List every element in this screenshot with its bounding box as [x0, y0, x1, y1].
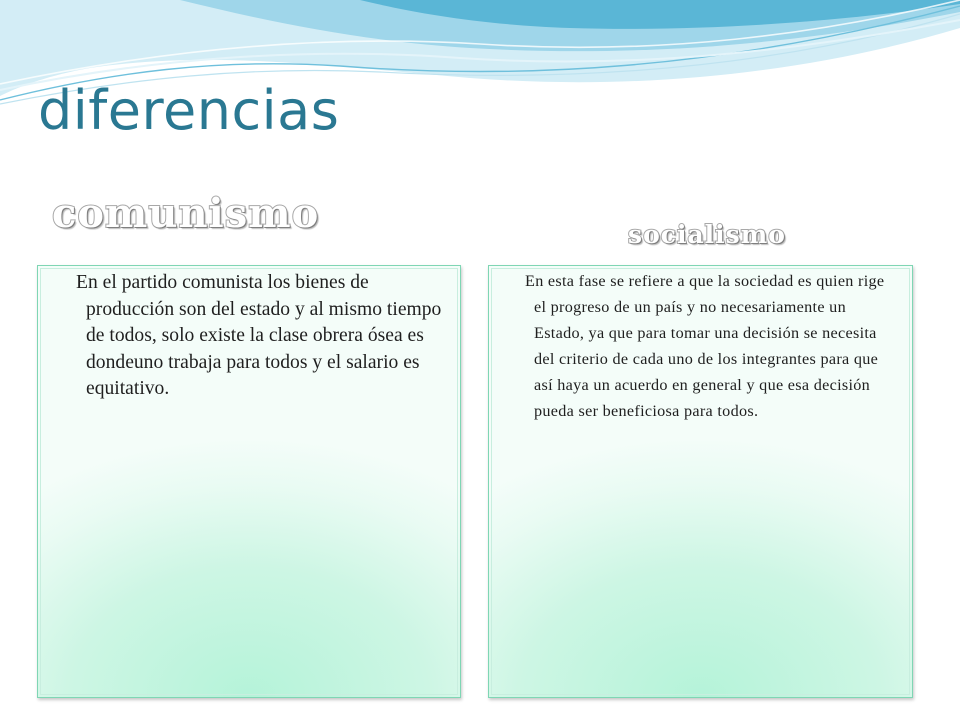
- panel-socialismo-text: En esta fase se refiere a que la sociedad es quien rige el progreso de un país y no necesariamente un Estado, ya que para tomar una decisión se necesita del criterio de cada uno de los integrantes para que así haya un acuerdo en general y que esa decisión pueda ser beneficiosa para todos.: [525, 272, 885, 420]
- heading-socialismo: socialismo: [628, 220, 786, 249]
- panel-comunismo: [37, 265, 461, 698]
- panel-comunismo-text: En el partido comunista los bienes de producción son del estado y al mismo tiempo de todos, solo existe la clase obrera ósea es dondeuno trabaja para todos y el salario es equitativo.: [76, 272, 442, 399]
- slide-title: diferencias: [38, 79, 340, 142]
- panel-socialismo: [488, 265, 913, 698]
- heading-comunismo: comunismo: [52, 190, 320, 237]
